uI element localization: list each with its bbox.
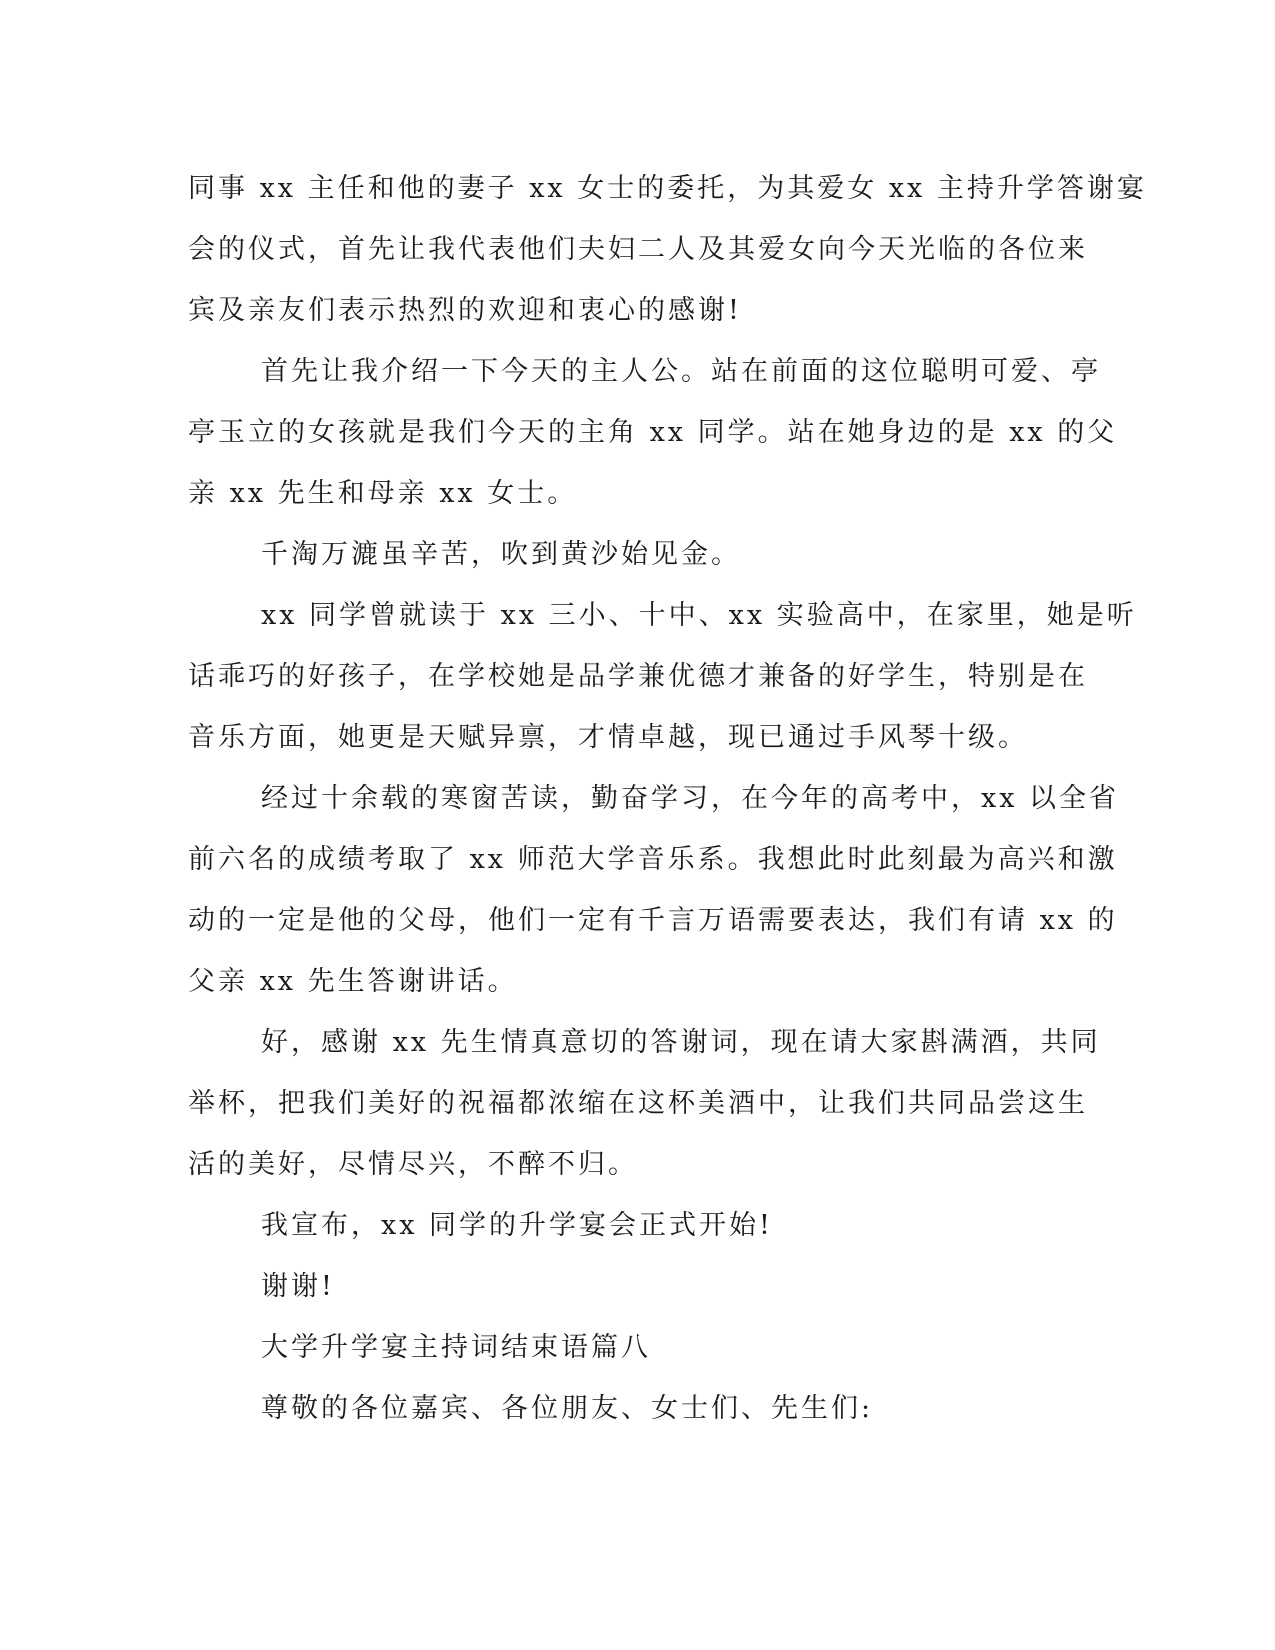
- text-line: 尊敬的各位嘉宾、各位朋友、女士们、先生们:: [261, 1393, 874, 1424]
- text-line: 好，感谢 xx 先生情真意切的答谢词，现在请大家斟满酒，共同: [261, 1027, 1101, 1058]
- paragraph: [188, 768, 1120, 1012]
- text-line: 动的一定是他的父母，他们一定有千言万语需要表达，我们有请 xx 的: [188, 905, 1118, 936]
- paragraph: [188, 1256, 1088, 1317]
- paragraph: [188, 341, 1118, 524]
- document-body: [188, 158, 1147, 1439]
- text-line: 我宣布，xx 同学的升学宴会正式开始!: [261, 1210, 773, 1241]
- text-line: 话乖巧的好孩子，在学校她是品学兼优德才兼备的好学生，特别是在: [188, 661, 1088, 692]
- paragraph: [188, 1317, 1088, 1378]
- text-line: 前六名的成绩考取了 xx 师范大学音乐系。我想此时此刻最为高兴和激: [188, 844, 1118, 875]
- text-line: 首先让我介绍一下今天的主人公。站在前面的这位聪明可爱、亭: [261, 356, 1101, 387]
- text-line: 宾及亲友们表示热烈的欢迎和衷心的感谢!: [188, 295, 742, 326]
- text-line: 音乐方面，她更是天赋异禀，才情卓越，现已通过手风琴十级。: [188, 722, 1028, 753]
- text-line: 会的仪式，首先让我代表他们夫妇二人及其爱女向今天光临的各位来: [188, 234, 1088, 265]
- paragraph: [188, 1012, 1101, 1195]
- paragraph: [188, 585, 1137, 768]
- text-line: 亲 xx 先生和母亲 xx 女士。: [188, 478, 578, 509]
- text-line: 亭玉立的女孩就是我们今天的主角 xx 同学。站在她身边的是 xx 的父: [188, 417, 1118, 448]
- paragraph: [188, 1378, 1088, 1439]
- paragraph: [188, 1195, 1088, 1256]
- text-line: 大学升学宴主持词结束语篇八: [261, 1332, 651, 1363]
- paragraph: [188, 524, 1088, 585]
- text-line: 同事 xx 主任和他的妻子 xx 女士的委托，为其爱女 xx 主持升学答谢宴: [188, 173, 1147, 204]
- text-line: 活的美好，尽情尽兴，不醉不归。: [188, 1149, 638, 1180]
- text-line: 千淘万漉虽辛苦，吹到黄沙始见金。: [261, 539, 741, 570]
- paragraph: [188, 158, 1147, 341]
- text-line: 谢谢!: [261, 1271, 335, 1302]
- text-line: 父亲 xx 先生答谢讲话。: [188, 966, 518, 997]
- text-line: xx 同学曾就读于 xx 三小、十中、xx 实验高中，在家里，她是听: [261, 600, 1137, 631]
- text-line: 经过十余载的寒窗苦读，勤奋学习，在今年的高考中，xx 以全省: [261, 783, 1120, 814]
- text-line: 举杯，把我们美好的祝福都浓缩在这杯美酒中，让我们共同品尝这生: [188, 1088, 1088, 1119]
